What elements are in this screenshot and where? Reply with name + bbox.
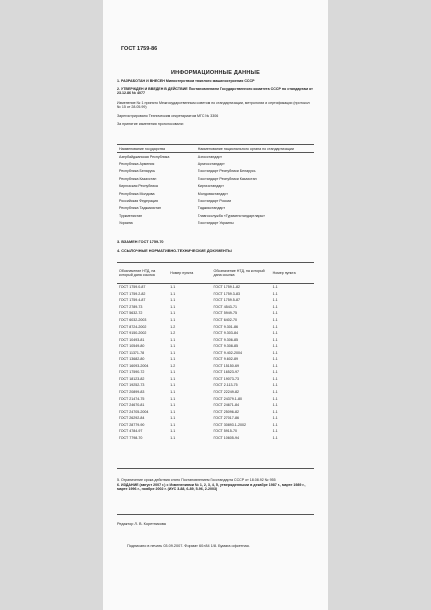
doc-cell: ГОСТ 9.308-85 [213, 344, 238, 349]
clause-cell: 1.1 [272, 376, 278, 381]
clause-cell: 1.1 [272, 357, 278, 362]
doc-cell: ГОСТ 26292-84 [119, 416, 145, 421]
doc-cell: ГОСТ 6402-70 [213, 318, 237, 322]
clause-cell: 1.1 [170, 311, 176, 316]
doc-cell: ГОСТ 24670-81 [119, 403, 145, 408]
info-line-3: Изменение № 1 принято Межгосударственным советом по стандартизации, метрологии и сертификации (протокол № 15 от 28.05.99) [117, 101, 310, 110]
body-cell: Молдовастандарт [197, 191, 228, 196]
doc-cell: ГОСТ 18123-82 [119, 376, 145, 381]
clause-cell: 1.1 [170, 357, 176, 362]
clause-cell: 1.1 [272, 344, 278, 349]
clause-cell: 1.1 [272, 350, 278, 355]
state-cell: Азербайджанская Республика [119, 154, 170, 159]
doc-cell: ГОСТ 24705-2004 [119, 409, 149, 414]
clause-cell: 1.1 [170, 337, 176, 342]
clause-cell: 1.1 [272, 409, 278, 414]
state-cell: Республика Таджикистан [119, 206, 161, 211]
table-bottom-rule [117, 468, 314, 469]
clause-cell: 1.2 [170, 331, 176, 336]
clause-cell: 1.1 [272, 363, 278, 368]
doc-cell: ГОСТ 8724-2002 [119, 324, 147, 329]
state-cell: Республика Казахстан [119, 176, 157, 181]
table-row [117, 284, 314, 291]
doc-cell: ГОСТ 13682-80 [119, 357, 145, 362]
references-table [117, 262, 314, 441]
voting-header-body: Наименование национального органа по стандартизации [196, 145, 314, 153]
body-cell: Киргизстандарт [197, 184, 224, 189]
doc-cell: ГОСТ 1759.5-87 [213, 298, 240, 303]
body-cell: Госстандарт Республики Казахстан [197, 176, 257, 181]
clause-cell: 1.1 [170, 318, 176, 322]
section-4-heading: 4. ССЫЛОЧНЫЕ НОРМАТИВНО-ТЕХНИЧЕСКИЕ ДОКУМЕНТЫ [117, 249, 232, 253]
clause-cell: 1.1 [170, 409, 176, 414]
table-row [117, 160, 314, 167]
body-cell: Таджикстандарт [197, 206, 225, 211]
clause-cell: 1.1 [272, 318, 278, 322]
clause-cell: 1.1 [272, 383, 278, 388]
doc-cell: ГОСТ 16523-97 [213, 370, 239, 375]
doc-cell: ГОСТ 1759.2-82 [119, 291, 146, 296]
doc-cell: ГОСТ 30893.1-2002 [213, 422, 246, 427]
table-row [117, 197, 314, 204]
body-cell: Госстандарт Украины [197, 221, 234, 226]
doc-cell: ГОСТ 22249-82 [213, 390, 239, 395]
clause-cell: 1.1 [170, 285, 176, 290]
doc-cell: ГОСТ 5915-70 [213, 429, 237, 434]
doc-cell: ГОСТ 24671-84 [213, 403, 239, 408]
doc-cell: ГОСТ 19073-73 [213, 376, 239, 381]
clause-cell: 1.1 [272, 291, 278, 296]
table-row [117, 183, 314, 190]
ref-header-doc-1: Обозначение НТД, на который дана ссылка [117, 263, 168, 284]
section-3-heading: 3. ВЗАМЕН ГОСТ 1759-70 [117, 240, 164, 244]
table-row [117, 168, 314, 175]
info-line-1: 1. РАЗРАБОТАН И ВНЕСЕН Министерством тяжелого машиностроения СССР [117, 79, 255, 83]
clause-cell: 1.1 [272, 298, 278, 303]
voting-header-state: Наименование государства [117, 145, 196, 153]
doc-cell: ГОСТ 2.113-75 [213, 383, 238, 388]
doc-cell: ГОСТ 9.303-84 [213, 331, 238, 336]
clause-cell: 1.1 [272, 370, 278, 375]
footer-rule [117, 514, 314, 515]
doc-cell: ГОСТ 25096-82 [213, 409, 239, 414]
clause-cell: 1.1 [170, 403, 176, 408]
doc-cell: ГОСТ 9.301-86 [213, 324, 238, 329]
clause-cell: 1.1 [170, 291, 176, 296]
clause-cell: 1.1 [272, 337, 278, 342]
document-title: ИНФОРМАЦИОННЫЕ ДАННЫЕ [171, 70, 260, 76]
doc-cell: ГОСТ 1759.3-83 [213, 291, 240, 296]
body-cell: Главгосслужба «Туркменстандартлары» [197, 213, 266, 218]
footer-editor: Редактор Л. В. Коретникова [117, 522, 166, 526]
ref-header-clause-1: Номер пункта [168, 263, 211, 284]
doc-cell: ГОСТ 10549-80 [119, 344, 145, 349]
doc-cell: ГОСТ 7798-70 [119, 435, 143, 440]
doc-cell: ГОСТ 20899-83 [119, 390, 145, 395]
doc-cell: ГОСТ 9.402-2004 [213, 350, 242, 355]
doc-cell: ГОСТ 10493-81 [119, 337, 145, 342]
body-cell: Госстандарт России [197, 198, 232, 203]
notes-block [117, 478, 314, 492]
clause-cell: 1.1 [170, 344, 176, 349]
clause-cell: 1.1 [170, 429, 176, 434]
doc-cell: ГОСТ 9.306-85 [213, 337, 238, 342]
doc-cell: ГОСТ 27017-86 [213, 416, 239, 421]
clause-cell: 1.1 [170, 390, 176, 395]
clause-cell: 1.2 [170, 324, 176, 329]
doc-cell: ГОСТ 16093-2004 [119, 363, 149, 368]
state-cell: Киргизская Республика [119, 184, 158, 189]
note-5: 5. Ограничение срока действия снято Постановлением Госстандарта СССР от 18.08.92 № 955 [117, 478, 276, 482]
table-row [117, 153, 314, 161]
body-cell: Госстандарт Республики Беларусь [197, 169, 256, 174]
ref-header-clause-2: Номер пункта [271, 263, 314, 284]
doc-cell: ГОСТ 5949-75 [213, 311, 237, 316]
clause-cell: 1.1 [272, 429, 278, 434]
info-line-5: За принятие изменения проголосовали: [117, 122, 184, 126]
state-cell: Российская Федерация [119, 198, 158, 203]
clause-cell: 1.1 [170, 370, 176, 375]
clause-cell: 1.1 [170, 304, 176, 309]
table-row [117, 212, 314, 219]
clause-cell: 1.1 [272, 311, 278, 316]
doc-cell: ГОСТ 1759.1-82 [213, 285, 240, 290]
voting-table [117, 144, 314, 227]
doc-cell: ГОСТ 21474-75 [119, 396, 145, 401]
doc-cell: ГОСТ 28779-90 [119, 422, 145, 427]
doc-cell: ГОСТ 9150-2002 [119, 331, 147, 336]
clause-cell: 1.1 [272, 435, 278, 440]
table-row [117, 190, 314, 197]
document-page [103, 0, 328, 610]
clause-cell: 1.1 [272, 422, 278, 427]
state-cell: Республика Армения [119, 162, 155, 167]
clause-cell: 1.1 [170, 435, 176, 440]
body-cell: Азгосстандарт [197, 154, 222, 159]
doc-cell: ГОСТ 6032-2003 [119, 318, 147, 322]
voting-table-header [117, 145, 314, 153]
clause-cell: 1.1 [272, 331, 278, 336]
clause-cell: 1.1 [170, 298, 176, 303]
doc-cell: ГОСТ 11371-78 [119, 350, 145, 355]
doc-cell: ГОСТ 17590-72 [119, 370, 145, 375]
document-code: ГОСТ 1759-86 [121, 46, 158, 52]
clause-cell: 1.1 [272, 285, 278, 290]
state-cell: Украина [119, 221, 133, 226]
state-cell: Республика Молдова [119, 191, 155, 196]
body-cell: Армгосстандарт [197, 162, 225, 167]
clause-cell: 1.2 [170, 363, 176, 368]
clause-cell: 1.1 [272, 324, 278, 329]
doc-cell: ГОСТ 5632-72 [119, 311, 143, 316]
clause-cell: 1.1 [272, 390, 278, 395]
doc-cell: ГОСТ 19252-73 [119, 383, 145, 388]
table-row [117, 435, 314, 442]
clause-cell: 1.1 [170, 376, 176, 381]
doc-cell: ГОСТ 15150-69 [213, 363, 239, 368]
doc-cell: ГОСТ 10605-94 [213, 435, 239, 440]
doc-cell: ГОСТ 1759.4-87 [119, 298, 146, 303]
doc-cell: ГОСТ 9.602-89 [213, 357, 238, 362]
clause-cell: 1.1 [272, 304, 278, 309]
table-row [117, 219, 314, 226]
doc-cell: ГОСТ 4543-71 [213, 304, 237, 309]
note-6: 6. ИЗДАНИЕ (август 2007 г.) с Изменениями № 1, 2, 3, 4, 5, утвержденными в декабре 1987 г., марте 1989 г., марте 1996 г., ноябре 2002 г. (ИУС 3-88, 6-89, 5-96, 2-2003) [117, 482, 306, 492]
clause-cell: 1.1 [272, 396, 278, 401]
info-line-4: Зарегистрировано Техническим секретариатом МГС № 3306 [117, 114, 219, 118]
clause-cell: 1.1 [272, 403, 278, 408]
info-line-2: 2. УТВЕРЖДЕН И ВВЕДЕН В ДЕЙСТВИЕ Постановлением Государственного комитета СССР по стандартам от 23.12.86 № 4077 [117, 87, 313, 96]
state-cell: Республика Беларусь [119, 169, 156, 174]
doc-cell: ГОСТ 1759.0-87 [119, 285, 146, 290]
clause-cell: 1.1 [170, 422, 176, 427]
clause-cell: 1.1 [170, 383, 176, 388]
state-cell: Туркменистан [119, 213, 143, 218]
doc-cell: ГОСТ 24379.1-80 [213, 396, 242, 401]
clause-cell: 1.1 [170, 416, 176, 421]
doc-cell: ГОСТ 2789-73 [119, 304, 143, 309]
clause-cell: 1.1 [272, 416, 278, 421]
table-row [117, 175, 314, 182]
ref-header-doc-2: Обозначение НТД, на который дана ссылка [212, 263, 271, 284]
references-table-header [117, 263, 314, 284]
doc-cell: ГОСТ 4784-97 [119, 429, 143, 434]
clause-cell: 1.1 [170, 396, 176, 401]
clause-cell: 1.1 [170, 350, 176, 355]
table-row [117, 205, 314, 212]
footer-print: Подписано в печать 03.09.2007. Формат 60×84 1/8. Бумага офсетная. [127, 544, 250, 548]
references-table-body [117, 284, 314, 442]
